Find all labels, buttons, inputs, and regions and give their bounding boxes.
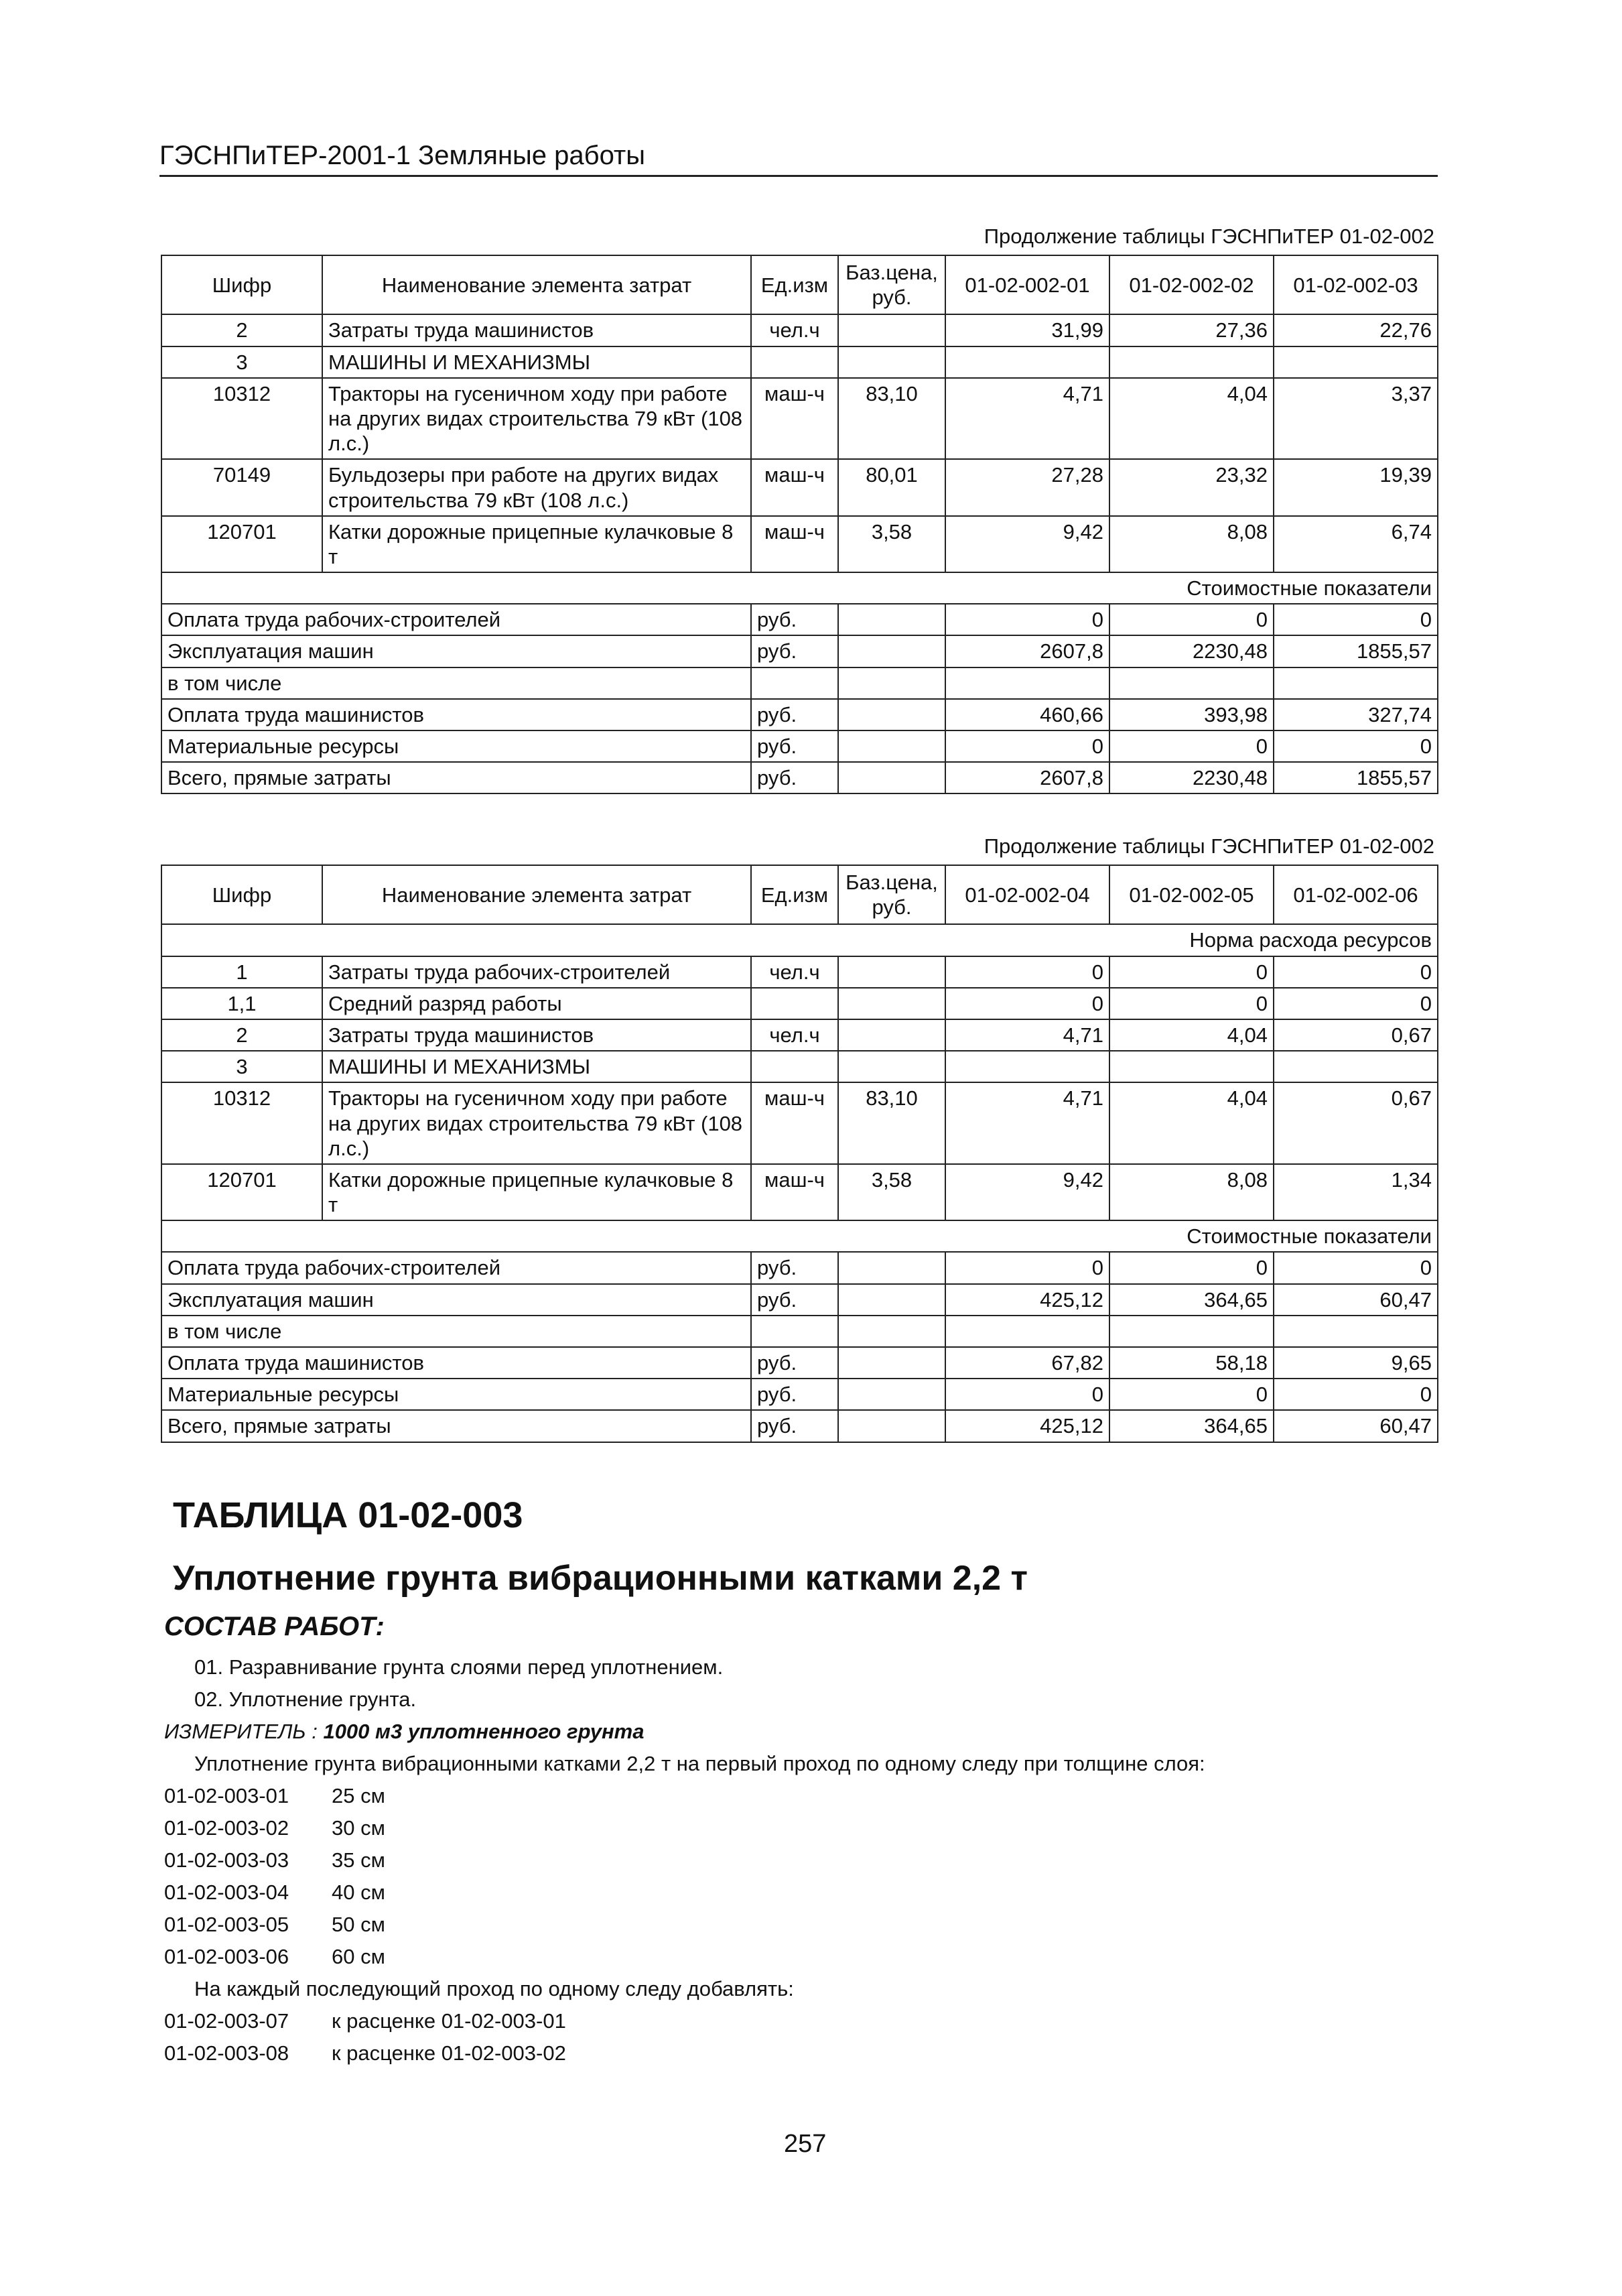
cell-name: Бульдозеры при работе на других видах строительства 79 кВт (108 л.с.) [322, 459, 751, 515]
cell-price [838, 988, 945, 1019]
cost-unit: руб. [751, 699, 838, 730]
cell-code: 70149 [161, 459, 322, 515]
cell-price: 83,10 [838, 1082, 945, 1164]
item-code: 01-02-003-02 [164, 1816, 289, 1840]
cell-value: 4,71 [945, 1082, 1109, 1164]
cost-name: Оплата труда рабочих-строителей [161, 604, 751, 635]
cell-code: 10312 [161, 1082, 322, 1164]
table-row [161, 956, 1438, 988]
cell-name: МАШИНЫ И МЕХАНИЗМЫ [322, 346, 751, 378]
cell-price [838, 1051, 945, 1082]
cell-name: Затраты труда рабочих-строителей [322, 956, 751, 988]
item-code: 01-02-003-03 [164, 1848, 289, 1872]
cost-value: 364,65 [1109, 1284, 1274, 1316]
cell-unit: маш-ч [751, 459, 838, 515]
cell-value: 0,67 [1274, 1019, 1438, 1051]
list-item [164, 1913, 385, 1937]
list-item [164, 1784, 385, 1808]
table-title: ТАБЛИЦА 01-02-003 [173, 1495, 523, 1535]
cost-value: 60,47 [1274, 1410, 1438, 1442]
measure-label: ИЗМЕРИТЕЛЬ : [164, 1720, 318, 1743]
cost-price [838, 1347, 945, 1379]
cell-value: 22,76 [1274, 314, 1438, 346]
cost-row [161, 1284, 1438, 1316]
cost-unit: руб. [751, 1379, 838, 1410]
cell-value: 8,08 [1109, 1164, 1274, 1220]
cost-name: Эксплуатация машин [161, 1284, 751, 1316]
cost-value: 364,65 [1109, 1410, 1274, 1442]
cell-value: 0 [1274, 956, 1438, 988]
cell-unit [751, 988, 838, 1019]
cost-unit: руб. [751, 635, 838, 667]
cost-value: 67,82 [945, 1347, 1109, 1379]
cell-value [1109, 346, 1274, 378]
cost-price [838, 1379, 945, 1410]
list-item [164, 1816, 385, 1840]
cost-header: Стоимостные показатели [161, 1220, 1438, 1252]
table-row [161, 1019, 1438, 1051]
cell-code: 1,1 [161, 988, 322, 1019]
cost-price [838, 667, 945, 699]
list-item [164, 2041, 566, 2065]
cost-value [1274, 667, 1438, 699]
list-item [164, 1848, 385, 1872]
cell-unit: маш-ч [751, 1164, 838, 1220]
cell-code: 1 [161, 956, 322, 988]
item-code: 01-02-003-08 [164, 2041, 289, 2065]
column-header: 01-02-002-06 [1274, 865, 1438, 924]
cell-name: Тракторы на гусеничном ходу при работе на других видах строительства 79 кВт (108 л.с.) [322, 378, 751, 460]
intro-text-2: На каждый последующий проход по одному следу добавлять: [194, 1977, 794, 2000]
cost-value [945, 1316, 1109, 1347]
cost-price [838, 635, 945, 667]
cost-value: 2607,8 [945, 635, 1109, 667]
cell-code: 2 [161, 1019, 322, 1051]
table-caption: Продолжение таблицы ГЭСНПиТЕР 01-02-002 [984, 225, 1434, 248]
norm-header-row [161, 924, 1438, 956]
cost-price [838, 699, 945, 730]
item-text: к расценке 01-02-003-02 [332, 2041, 566, 2065]
page-header: ГЭСНПиТЕР-2001-1 Земляные работы [159, 141, 1438, 177]
cost-name: Оплата труда машинистов [161, 1347, 751, 1379]
cost-value: 2607,8 [945, 762, 1109, 793]
cell-code: 2 [161, 314, 322, 346]
cost-value: 58,18 [1109, 1347, 1274, 1379]
cost-price [838, 762, 945, 793]
cost-row [161, 604, 1438, 635]
cost-unit [751, 667, 838, 699]
cost-value: 0 [1274, 730, 1438, 762]
cost-value: 2230,48 [1109, 635, 1274, 667]
cost-header-row [161, 572, 1438, 604]
cost-value [1109, 667, 1274, 699]
table-row [161, 1164, 1438, 1220]
cost-row [161, 1410, 1438, 1442]
table-caption: Продолжение таблицы ГЭСНПиТЕР 01-02-002 [984, 834, 1434, 858]
cell-code: 120701 [161, 1164, 322, 1220]
cell-value: 9,42 [945, 516, 1109, 572]
column-header: Наименование элемента затрат [322, 865, 751, 924]
cost-unit: руб. [751, 1252, 838, 1283]
column-header: Ед.изм [751, 865, 838, 924]
cell-value: 19,39 [1274, 459, 1438, 515]
cost-value: 60,47 [1274, 1284, 1438, 1316]
column-header: 01-02-002-01 [945, 255, 1109, 314]
item-text: к расценке 01-02-003-01 [332, 2009, 566, 2033]
cell-name: Катки дорожные прицепные кулачковые 8 т [322, 1164, 751, 1220]
cost-unit [751, 1316, 838, 1347]
cost-unit: руб. [751, 1284, 838, 1316]
table-row [161, 988, 1438, 1019]
cell-name: Средний разряд работы [322, 988, 751, 1019]
item-code: 01-02-003-05 [164, 1913, 289, 1936]
cost-value: 0 [945, 1252, 1109, 1283]
cost-row [161, 635, 1438, 667]
cell-value: 27,28 [945, 459, 1109, 515]
cell-name: Катки дорожные прицепные кулачковые 8 т [322, 516, 751, 572]
cell-code: 120701 [161, 516, 322, 572]
cost-value: 0 [1109, 730, 1274, 762]
cost-value: 0 [945, 730, 1109, 762]
page-number: 257 [784, 2130, 827, 2158]
cost-name: Материальные ресурсы [161, 1379, 751, 1410]
cell-price: 83,10 [838, 378, 945, 460]
cost-value: 460,66 [945, 699, 1109, 730]
list-item [164, 1945, 385, 1969]
column-header: 01-02-002-03 [1274, 255, 1438, 314]
cell-value: 3,37 [1274, 378, 1438, 460]
resource-table-1 [161, 255, 1438, 794]
resource-table-2 [161, 865, 1438, 1443]
cell-price [838, 314, 945, 346]
cost-price [838, 730, 945, 762]
item-code: 01-02-003-01 [164, 1784, 289, 1807]
cell-unit [751, 1051, 838, 1082]
cost-price [838, 1316, 945, 1347]
cost-row [161, 1347, 1438, 1379]
cost-name: Оплата труда рабочих-строителей [161, 1252, 751, 1283]
cost-price [838, 1410, 945, 1442]
cost-price [838, 1252, 945, 1283]
table-row [161, 314, 1438, 346]
cell-value: 1,34 [1274, 1164, 1438, 1220]
column-header: 01-02-002-05 [1109, 865, 1274, 924]
cell-name: МАШИНЫ И МЕХАНИЗМЫ [322, 1051, 751, 1082]
cell-price: 3,58 [838, 516, 945, 572]
column-header: Баз.цена, руб. [838, 865, 945, 924]
item-text: 60 см [332, 1945, 385, 1968]
item-code: 01-02-003-07 [164, 2009, 289, 2033]
list-item [164, 1880, 385, 1905]
cost-row [161, 667, 1438, 699]
cost-row [161, 1316, 1438, 1347]
intro-text: Уплотнение грунта вибрационными катками 2,2 т на первый проход по одному следу при толщине слоя: [194, 1752, 1205, 1775]
cell-value: 6,74 [1274, 516, 1438, 572]
column-header: Шифр [161, 865, 322, 924]
norm-header: Норма расхода ресурсов [161, 924, 1438, 956]
measure-line [164, 1720, 645, 1744]
item-text: 50 см [332, 1913, 385, 1936]
cost-value [1274, 1316, 1438, 1347]
cell-value: 27,36 [1109, 314, 1274, 346]
cost-price [838, 1284, 945, 1316]
cost-row [161, 1379, 1438, 1410]
cost-value: 425,12 [945, 1410, 1109, 1442]
measure-value: 1000 м3 уплотненного грунта [323, 1720, 645, 1743]
cell-unit: чел.ч [751, 1019, 838, 1051]
column-header: Ед.изм [751, 255, 838, 314]
item-code: 01-02-003-06 [164, 1945, 289, 1968]
cell-unit: чел.ч [751, 956, 838, 988]
table-row [161, 1082, 1438, 1164]
cost-name: Материальные ресурсы [161, 730, 751, 762]
cost-unit: руб. [751, 604, 838, 635]
column-header: Наименование элемента затрат [322, 255, 751, 314]
cell-name: Тракторы на гусеничном ходу при работе на других видах строительства 79 кВт (108 л.с.) [322, 1082, 751, 1164]
item-text: 35 см [332, 1848, 385, 1872]
cost-row [161, 699, 1438, 730]
cost-value: 0 [1274, 1252, 1438, 1283]
cell-value [945, 346, 1109, 378]
cell-price [838, 346, 945, 378]
cell-price [838, 956, 945, 988]
cell-name: Затраты труда машинистов [322, 314, 751, 346]
cell-value [1109, 1051, 1274, 1082]
cost-name: Оплата труда машинистов [161, 699, 751, 730]
cost-value: 0 [1109, 1379, 1274, 1410]
cost-value: 1855,57 [1274, 635, 1438, 667]
table-row [161, 346, 1438, 378]
cost-name: Всего, прямые затраты [161, 1410, 751, 1442]
cost-value: 0 [945, 1379, 1109, 1410]
cell-unit: маш-ч [751, 516, 838, 572]
cost-row [161, 1252, 1438, 1283]
cell-unit: маш-ч [751, 378, 838, 460]
cost-unit: руб. [751, 1347, 838, 1379]
cell-value [1274, 346, 1438, 378]
cost-name: в том числе [161, 667, 751, 699]
table-subtitle: Уплотнение грунта вибрационными катками 2,2 т [173, 1559, 1028, 1598]
cost-value: 327,74 [1274, 699, 1438, 730]
cost-unit: руб. [751, 1410, 838, 1442]
table-row [161, 1051, 1438, 1082]
list-item [164, 2009, 566, 2033]
cell-price: 80,01 [838, 459, 945, 515]
cost-header-row [161, 1220, 1438, 1252]
column-header: 01-02-002-02 [1109, 255, 1274, 314]
cost-price [838, 604, 945, 635]
cost-header: Стоимостные показатели [161, 572, 1438, 604]
column-header: 01-02-002-04 [945, 865, 1109, 924]
cell-unit: маш-ч [751, 1082, 838, 1164]
cost-name: Эксплуатация машин [161, 635, 751, 667]
column-header: Баз.цена, руб. [838, 255, 945, 314]
cost-value: 2230,48 [1109, 762, 1274, 793]
cell-value: 31,99 [945, 314, 1109, 346]
cell-value: 4,71 [945, 1019, 1109, 1051]
cost-value: 0 [1109, 1252, 1274, 1283]
cell-code: 10312 [161, 378, 322, 460]
cell-value [945, 1051, 1109, 1082]
cell-value: 0 [945, 988, 1109, 1019]
item-text: 30 см [332, 1816, 385, 1840]
cost-value: 0 [945, 604, 1109, 635]
cost-value: 9,65 [1274, 1347, 1438, 1379]
cell-value: 4,04 [1109, 1019, 1274, 1051]
table-row [161, 378, 1438, 460]
cell-value: 4,04 [1109, 1082, 1274, 1164]
cell-value: 0 [945, 956, 1109, 988]
item-text: 40 см [332, 1880, 385, 1904]
cell-code: 3 [161, 346, 322, 378]
work-item: 02. Уплотнение грунта. [194, 1687, 417, 1711]
table-header-row [161, 865, 1438, 924]
cell-value: 9,42 [945, 1164, 1109, 1220]
cost-value: 0 [1274, 1379, 1438, 1410]
cell-value: 0,67 [1274, 1082, 1438, 1164]
table-row [161, 459, 1438, 515]
cost-value [1109, 1316, 1274, 1347]
cost-value: 425,12 [945, 1284, 1109, 1316]
item-text: 25 см [332, 1784, 385, 1807]
cost-value [945, 667, 1109, 699]
cost-value: 393,98 [1109, 699, 1274, 730]
cell-value [1274, 1051, 1438, 1082]
cell-unit [751, 346, 838, 378]
column-header: Шифр [161, 255, 322, 314]
cell-price [838, 1019, 945, 1051]
cost-name: в том числе [161, 1316, 751, 1347]
cell-value: 0 [1109, 956, 1274, 988]
cell-value: 4,71 [945, 378, 1109, 460]
cost-unit: руб. [751, 730, 838, 762]
cell-value: 8,08 [1109, 516, 1274, 572]
cost-value: 0 [1274, 604, 1438, 635]
cost-value: 1855,57 [1274, 762, 1438, 793]
cell-value: 4,04 [1109, 378, 1274, 460]
cost-unit: руб. [751, 762, 838, 793]
cost-name: Всего, прямые затраты [161, 762, 751, 793]
work-item: 01. Разравнивание грунта слоями перед уплотнением. [194, 1655, 724, 1679]
works-heading: СОСТАВ РАБОТ: [164, 1612, 385, 1641]
cell-code: 3 [161, 1051, 322, 1082]
cell-value: 0 [1109, 988, 1274, 1019]
item-code: 01-02-003-04 [164, 1880, 289, 1904]
cost-row [161, 730, 1438, 762]
cost-row [161, 762, 1438, 793]
cost-value: 0 [1109, 604, 1274, 635]
table-row [161, 516, 1438, 572]
table-header-row [161, 255, 1438, 314]
cell-name: Затраты труда машинистов [322, 1019, 751, 1051]
cell-unit: чел.ч [751, 314, 838, 346]
cell-value: 0 [1274, 988, 1438, 1019]
cell-price: 3,58 [838, 1164, 945, 1220]
cell-value: 23,32 [1109, 459, 1274, 515]
